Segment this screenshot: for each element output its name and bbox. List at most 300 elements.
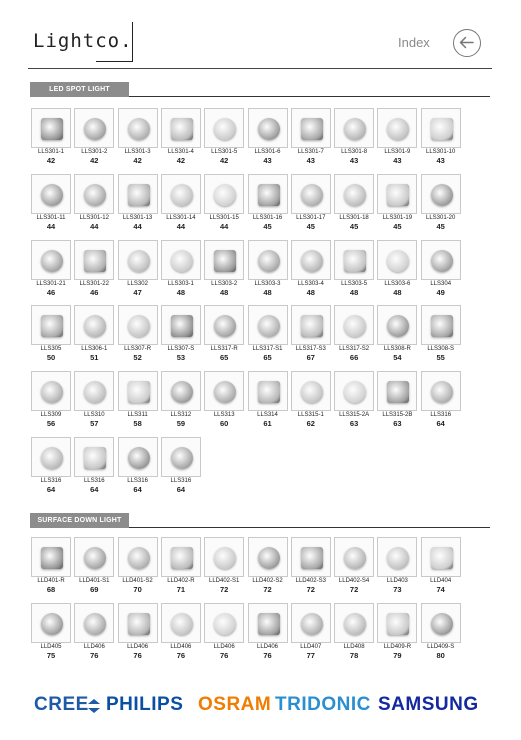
product-thumbnail[interactable] [31,437,71,477]
fixture-image [387,118,409,140]
brand-samsung: SAMSUNG [378,694,479,715]
product-item[interactable] [116,603,160,660]
product-code: LLS316 [170,478,192,484]
product-code: LLS303-1 [167,280,194,287]
product-thumbnail[interactable] [291,174,331,214]
product-thumbnail[interactable] [161,371,201,411]
page-number[interactable]: 44 [46,221,56,231]
page-number[interactable]: 76 [133,651,142,660]
fixture-image [387,184,409,206]
product-thumbnail[interactable] [334,537,374,577]
product-code: LLD406 [83,644,105,650]
product-thumbnail[interactable] [248,305,288,345]
product-item[interactable] [246,174,290,231]
product-thumbnail[interactable] [161,603,201,643]
page-number[interactable]: 64 [436,419,445,429]
product-code: LLD405 [40,644,62,650]
product-code: LLD406 [127,644,149,650]
page-number[interactable]: 63 [349,419,359,429]
product-thumbnail[interactable] [248,603,288,643]
page-number[interactable]: 68 [46,585,56,594]
product-thumbnail[interactable] [334,108,374,148]
page-number[interactable]: 45 [393,221,402,231]
product-code: LLS305 [40,346,62,353]
product-item[interactable] [332,603,376,660]
product-thumbnail[interactable] [161,537,201,577]
fixture-image [171,184,193,206]
fixture-image [431,547,453,569]
product-thumbnail[interactable] [118,603,158,643]
product-item[interactable] [29,371,73,428]
product-item[interactable] [29,305,73,362]
page-number[interactable]: 80 [436,651,445,660]
product-thumbnail[interactable] [204,174,244,214]
fixture-image [431,613,453,635]
product-item[interactable] [29,537,73,594]
product-thumbnail[interactable] [377,603,417,643]
product-code: LLS301-16 [252,214,283,221]
fixture-image [41,250,63,272]
product-item[interactable] [72,437,116,494]
fixture-image [387,547,409,569]
page-number[interactable]: 48 [306,287,315,297]
product-thumbnail[interactable] [421,174,461,214]
page-number[interactable]: 76 [176,651,186,660]
product-thumbnail[interactable] [204,371,244,411]
product-thumbnail[interactable] [161,240,201,280]
fixture-image [128,184,150,206]
product-code: LLD407 [300,644,322,650]
product-item[interactable] [116,240,160,297]
product-code: LLS301-7 [297,149,324,155]
product-item[interactable] [246,108,290,165]
product-item[interactable] [246,371,290,428]
product-thumbnail[interactable] [421,305,461,345]
product-item[interactable] [419,603,463,660]
product-code: LLD406 [256,644,279,650]
product-thumbnail[interactable] [31,537,71,577]
product-code: LLS317-S3 [295,346,326,353]
product-item[interactable] [289,603,333,660]
logo-text: Lightco. [33,30,133,52]
product-code: LLS301-20 [426,214,456,221]
product-item[interactable] [246,240,290,297]
product-code: LLS316 [127,478,148,484]
product-item[interactable] [159,108,203,165]
product-item[interactable] [72,174,116,231]
page-number[interactable]: 61 [263,419,272,429]
fixture-image [258,613,280,635]
fixture-image [41,447,63,469]
product-thumbnail[interactable] [74,603,114,643]
page-number[interactable]: 45 [306,221,315,231]
product-thumbnail[interactable] [334,174,374,214]
product-item[interactable] [332,371,376,428]
page-number[interactable]: 72 [220,585,229,594]
product-item[interactable] [289,371,333,428]
product-thumbnail[interactable] [74,371,114,411]
product-item[interactable] [159,240,203,297]
product-thumbnail[interactable] [291,371,331,411]
page-number[interactable]: 64 [176,485,186,494]
product-item[interactable] [29,240,73,297]
product-thumbnail[interactable] [204,603,244,643]
product-code: LLS309 [40,412,62,419]
product-code: LLS307-S [167,346,195,353]
section-title: SURFACE DOWN LIGHT [30,513,129,528]
product-item[interactable] [202,305,246,362]
page-number[interactable]: 42 [90,156,99,165]
product-thumbnail[interactable] [291,305,331,345]
page-number[interactable]: 66 [349,353,359,363]
product-thumbnail[interactable] [74,174,114,214]
fixture-image [387,250,409,272]
product-thumbnail[interactable] [334,240,374,280]
product-thumbnail[interactable] [377,108,417,148]
product-item[interactable] [289,240,333,297]
product-thumbnail[interactable] [118,240,158,280]
page-number[interactable]: 72 [306,585,315,594]
page-number[interactable]: 78 [349,651,359,660]
product-code: LLD402-S3 [295,578,326,584]
product-item[interactable] [116,305,160,362]
page-number[interactable]: 48 [263,287,272,297]
product-thumbnail[interactable] [334,603,374,643]
product-thumbnail[interactable] [248,371,288,411]
fixture-image [344,547,366,569]
page-number[interactable]: 57 [90,419,99,429]
fixture-image [41,381,63,403]
page-number[interactable]: 42 [133,156,142,165]
fixture-image [214,613,236,635]
page-number[interactable]: 73 [393,585,402,594]
page-number[interactable]: 76 [90,651,99,660]
product-thumbnail[interactable] [421,537,461,577]
product-thumbnail[interactable] [291,603,331,643]
product-item[interactable] [72,371,116,428]
product-item[interactable] [375,603,419,660]
product-item[interactable] [159,305,203,362]
product-code: LLS312 [170,412,192,419]
product-item[interactable] [332,174,376,231]
page-number[interactable]: 56 [46,419,56,429]
page-number[interactable]: 43 [349,156,359,165]
product-thumbnail[interactable] [377,240,417,280]
product-item[interactable] [332,305,376,362]
page-number[interactable]: 45 [263,221,272,231]
fixture-image [171,613,193,635]
page-number[interactable]: 71 [176,585,186,594]
page-number[interactable]: 64 [133,485,142,494]
product-item[interactable] [116,437,160,494]
page-number[interactable]: 54 [393,353,402,363]
page-number[interactable]: 48 [393,287,402,297]
page-number[interactable]: 70 [133,585,142,594]
product-thumbnail[interactable] [118,371,158,411]
page-number[interactable]: 48 [349,287,359,297]
product-item[interactable] [419,108,463,165]
fixture-image [431,381,453,403]
product-thumbnail[interactable] [31,305,71,345]
page-number[interactable]: 42 [176,156,186,165]
product-thumbnail[interactable] [118,174,158,214]
page-number[interactable]: 52 [133,353,142,363]
product-thumbnail[interactable] [74,240,114,280]
product-thumbnail[interactable] [291,240,331,280]
product-thumbnail[interactable] [161,108,201,148]
fixture-image [344,184,366,206]
fixture-image [41,613,63,635]
product-item[interactable] [72,108,116,165]
page-number[interactable]: 59 [176,419,186,429]
fixture-image [258,547,280,569]
product-thumbnail[interactable] [118,437,158,477]
fixture-image [344,250,366,272]
fixture-image [84,613,106,635]
page-number[interactable]: 46 [90,287,99,297]
product-item[interactable] [332,537,376,594]
product-item[interactable] [159,371,203,428]
page-number[interactable]: 72 [349,585,359,594]
product-thumbnail[interactable] [377,305,417,345]
product-code: LLS301-19 [382,214,413,221]
page-number[interactable]: 53 [176,353,186,363]
product-item[interactable] [72,305,116,362]
product-item[interactable] [202,240,246,297]
page-number[interactable]: 42 [46,156,56,165]
product-thumbnail[interactable] [74,108,114,148]
fixture-image [171,315,193,337]
fixture-image [84,547,106,569]
page-number[interactable]: 45 [349,221,359,231]
product-item[interactable] [246,305,290,362]
page-number[interactable]: 44 [176,221,186,231]
page-number[interactable]: 44 [133,221,142,231]
fixture-image [258,250,280,272]
product-code: LLS301-6 [254,149,281,155]
fixture-image [84,381,106,403]
page-number[interactable]: 49 [436,287,445,297]
product-thumbnail[interactable] [118,537,158,577]
product-thumbnail[interactable] [377,537,417,577]
fixture-image [214,250,236,272]
product-thumbnail[interactable] [421,371,461,411]
product-item[interactable] [289,305,333,362]
product-code: LLS301-18 [339,214,369,221]
page-number[interactable]: 76 [263,651,272,660]
product-thumbnail[interactable] [248,108,288,148]
page-number[interactable]: 62 [306,419,315,429]
product-thumbnail[interactable] [421,603,461,643]
brand-osram: OSRAM [198,694,272,715]
product-thumbnail[interactable] [421,108,461,148]
page-number[interactable]: 79 [393,651,402,660]
product-thumbnail[interactable] [248,174,288,214]
product-thumbnail[interactable] [204,305,244,345]
fixture-image [258,184,280,206]
page-number[interactable]: 74 [436,585,445,594]
product-item[interactable] [116,537,160,594]
page-number[interactable]: 48 [220,287,229,297]
product-item[interactable] [72,240,116,297]
product-thumbnail[interactable] [204,537,244,577]
product-item[interactable] [116,108,160,165]
product-code: LLS303-2 [211,280,238,287]
page-number[interactable]: 44 [220,221,229,231]
page-number[interactable]: 65 [263,353,272,363]
product-item[interactable] [29,174,73,231]
product-code: LLS301-12 [79,214,109,221]
page-number[interactable]: 63 [393,419,402,429]
product-thumbnail[interactable] [74,537,114,577]
product-item[interactable] [159,537,203,594]
page-number[interactable]: 45 [436,221,445,231]
product-item[interactable] [332,108,376,165]
product-thumbnail[interactable] [204,240,244,280]
product-item[interactable] [419,240,463,297]
product-item[interactable] [419,371,463,428]
back-button[interactable] [453,29,481,57]
product-item[interactable] [289,537,333,594]
product-thumbnail[interactable] [118,305,158,345]
product-item[interactable] [116,371,160,428]
page-number[interactable]: 42 [220,156,229,165]
fixture-image [431,250,453,272]
product-thumbnail[interactable] [204,108,244,148]
product-item[interactable] [375,240,419,297]
product-code: LLS317-S1 [252,346,283,353]
product-code: LLS315-2A [339,412,370,419]
page-number[interactable]: 58 [133,419,142,429]
page-number[interactable]: 46 [46,287,56,297]
product-item[interactable] [289,174,333,231]
fixture-image [301,547,323,569]
logo-frame [96,22,133,62]
page-number[interactable]: 76 [220,651,229,660]
fixture-image [301,381,323,403]
product-thumbnail[interactable] [161,305,201,345]
product-code: LLS301-10 [426,149,456,155]
product-item[interactable] [375,537,419,594]
product-code: LLS303-4 [297,280,324,287]
product-thumbnail[interactable] [74,305,114,345]
product-code: LLD401-R [37,578,65,584]
product-item[interactable] [332,240,376,297]
header-divider [28,68,492,69]
brand-philips: PHILIPS [106,694,184,715]
page-number[interactable]: 64 [46,485,56,494]
product-thumbnail[interactable] [31,174,71,214]
product-thumbnail[interactable] [31,603,71,643]
product-code: LLD409-S [427,644,455,650]
product-thumbnail[interactable] [161,437,201,477]
page-number[interactable]: 50 [46,353,56,363]
product-item[interactable] [202,603,246,660]
fixture-image [387,381,409,403]
page-number[interactable]: 43 [393,156,402,165]
page-number[interactable]: 55 [436,353,445,363]
page-number[interactable]: 51 [90,353,99,363]
fixture-image [344,315,366,337]
page-number[interactable]: 43 [436,156,445,165]
product-item[interactable] [159,603,203,660]
product-thumbnail[interactable] [74,437,114,477]
fixture-image [41,315,63,337]
page-number[interactable]: 72 [263,585,272,594]
product-item[interactable] [29,108,73,165]
page-number[interactable]: 69 [90,585,99,594]
brand-tridonic: TRIDONIC [275,694,371,715]
product-item[interactable] [375,108,419,165]
product-item[interactable] [159,437,203,494]
page-number[interactable]: 77 [306,651,315,660]
page-number[interactable]: 60 [220,419,229,429]
product-thumbnail[interactable] [421,240,461,280]
product-item[interactable] [289,108,333,165]
product-item[interactable] [375,371,419,428]
page-number[interactable]: 44 [90,221,99,231]
page-number[interactable]: 64 [90,485,99,494]
product-thumbnail[interactable] [31,371,71,411]
fixture-image [301,315,323,337]
page-number[interactable]: 65 [220,353,229,363]
product-thumbnail[interactable] [334,371,374,411]
product-thumbnail[interactable] [248,537,288,577]
product-item[interactable] [246,537,290,594]
product-item[interactable] [375,174,419,231]
product-item[interactable] [419,305,463,362]
product-item[interactable] [202,174,246,231]
page-number[interactable]: 67 [306,353,315,363]
product-item[interactable] [29,603,73,660]
fixture-image [344,381,366,403]
product-item[interactable] [202,108,246,165]
product-item[interactable] [419,537,463,594]
product-thumbnail[interactable] [377,174,417,214]
product-item[interactable] [72,537,116,594]
product-thumbnail[interactable] [248,240,288,280]
product-thumbnail[interactable] [291,108,331,148]
page-number[interactable]: 75 [46,651,56,660]
page-number[interactable]: 48 [176,287,186,297]
product-item[interactable] [159,174,203,231]
fixture-image [171,547,193,569]
product-item[interactable] [202,537,246,594]
product-thumbnail[interactable] [377,371,417,411]
product-code: LLS315-1 [297,412,324,419]
product-thumbnail[interactable] [161,174,201,214]
product-item[interactable] [29,437,73,494]
product-item[interactable] [202,371,246,428]
product-thumbnail[interactable] [118,108,158,148]
product-item[interactable] [419,174,463,231]
product-code: LLS317-S2 [339,346,370,353]
index-link[interactable]: Index [398,35,430,50]
product-item[interactable] [375,305,419,362]
page-number[interactable]: 43 [306,156,315,165]
product-thumbnail[interactable] [334,305,374,345]
product-item[interactable] [116,174,160,231]
product-item[interactable] [72,603,116,660]
page-number[interactable]: 43 [263,156,272,165]
product-thumbnail[interactable] [291,537,331,577]
fixture-image [301,118,323,140]
product-thumbnail[interactable] [31,108,71,148]
fixture-image [128,118,150,140]
page-number[interactable]: 47 [133,287,142,297]
product-thumbnail[interactable] [31,240,71,280]
product-item[interactable] [246,603,290,660]
